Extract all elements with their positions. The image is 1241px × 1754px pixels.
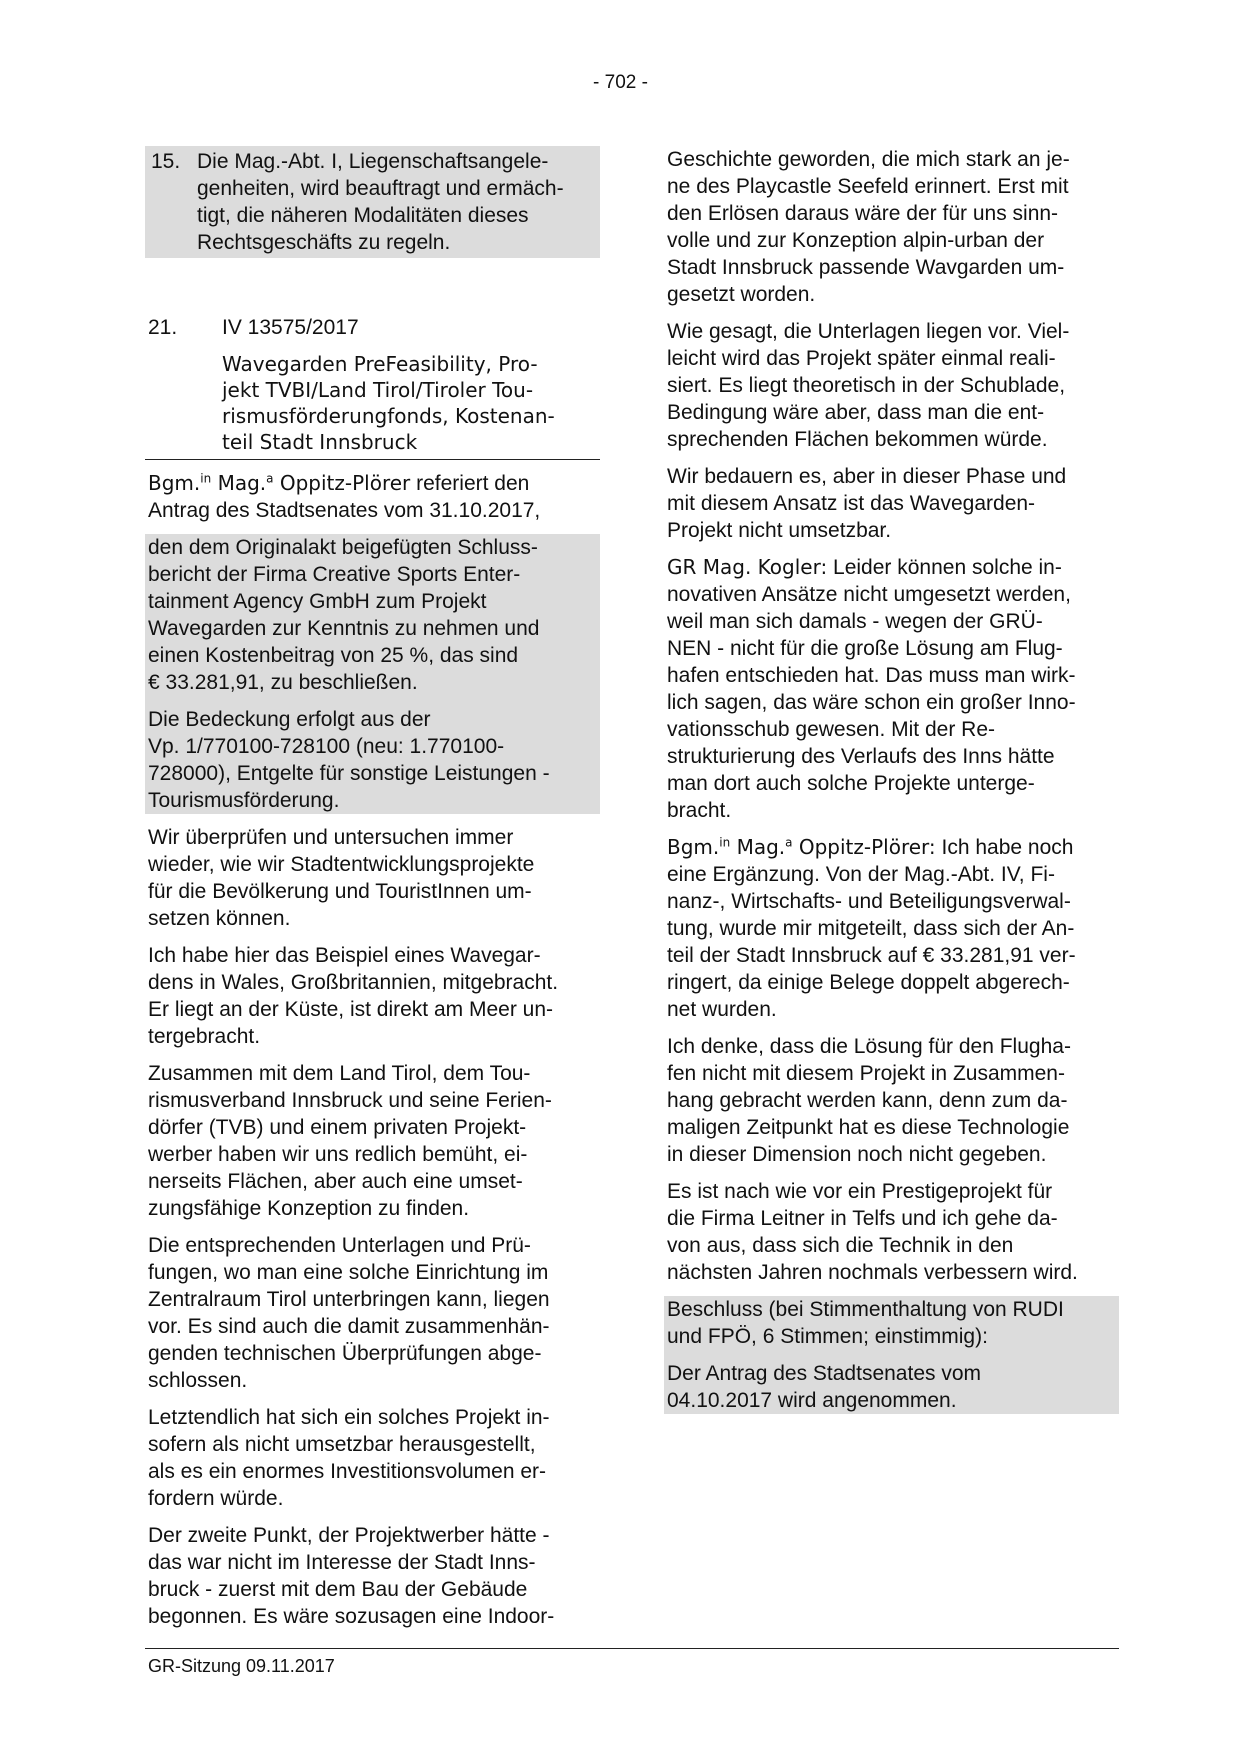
speaker-name: GR Mag. Kogler: xyxy=(667,555,828,579)
text-line: genden technischen Überprüfungen abge- xyxy=(148,1342,542,1365)
text-line: net wurden. xyxy=(667,998,777,1021)
text-line: NEN - nicht für die große Lösung am Flug- xyxy=(667,637,1063,660)
text-line: Vp. 1/770100-728100 (neu: 1.770100- xyxy=(148,735,505,758)
text-line: wieder, wie wir Stadtentwicklungsprojekte xyxy=(148,853,535,876)
paragraph xyxy=(664,463,1119,544)
text-line: Tourismusförderung. xyxy=(148,789,340,812)
item-subject xyxy=(222,351,597,455)
text-line: dens in Wales, Großbritannien, mitgebracht. xyxy=(148,971,559,994)
text-line: die Firma Leitner in Telfs und ich gehe da- xyxy=(667,1207,1058,1230)
text-line: Geschichte geworden, die mich stark an je- xyxy=(667,148,1070,171)
resolution-heading xyxy=(664,1296,1119,1360)
text-line: tung, wurde mir mitgeteilt, dass sich der An- xyxy=(667,917,1075,940)
speaker-name: Bgm.$^{in}$ Mag.$^a$ Oppitz-Plörer xyxy=(148,471,411,495)
text-line: Projekt nicht umsetzbar. xyxy=(667,519,892,542)
text-line: rismusverband Innsbruck und seine Ferien- xyxy=(148,1089,552,1112)
paragraph xyxy=(664,1178,1119,1286)
text-line: Die Bedeckung erfolgt aus der xyxy=(148,708,431,731)
text-line: den Erlösen daraus wäre der für uns sinn- xyxy=(667,202,1059,225)
footer-text: GR-Sitzung 09.11.2017 xyxy=(148,1656,335,1676)
item-reference: IV 13575/2017 xyxy=(222,316,359,339)
paragraph xyxy=(145,1232,600,1394)
text-line: Bgm.$^{in}$ Mag.$^a$ Oppitz-Plörer: Ich habe noch xyxy=(667,835,1074,859)
text-line: das war nicht im Interesse der Stadt Inns- xyxy=(148,1551,536,1574)
text-line: vor. Es sind auch die damit zusammenhän- xyxy=(148,1315,550,1338)
text-line: nanz-, Wirtschafts- und Beteiligungsverwal- xyxy=(667,890,1071,913)
text-line: schlossen. xyxy=(148,1369,248,1392)
text-line: in dieser Dimension noch nicht gegeben. xyxy=(667,1143,1047,1166)
text-line: bericht der Firma Creative Sports Enter- xyxy=(148,563,521,586)
text-line: von aus, dass sich die Technik in den xyxy=(667,1234,1014,1257)
paragraph xyxy=(664,1033,1119,1168)
right-column xyxy=(664,146,1119,1424)
text-line: lich sagen, das wäre schon ein großer Inno- xyxy=(667,691,1076,714)
text-line: eine Ergänzung. Von der Mag.-Abt. IV, Fi- xyxy=(667,863,1055,886)
text-line: € 33.281,91, zu beschließen. xyxy=(148,671,418,694)
paragraph xyxy=(145,1522,600,1630)
item-number: 21. xyxy=(148,316,178,339)
text-line: maligen Zeitpunkt hat es diese Technologie xyxy=(667,1116,1070,1139)
paragraph xyxy=(145,1060,600,1222)
text-line: hafen entschieden hat. Das muss man wirk- xyxy=(667,664,1076,687)
text-line: hang gebracht werden kann, denn zum da- xyxy=(667,1089,1068,1112)
text-line: jekt TVBI/Land Tirol/Tiroler Tou- xyxy=(222,378,534,402)
text-line: Beschluss (bei Stimmenthaltung von RUDI xyxy=(667,1298,1064,1321)
paragraph xyxy=(145,824,600,932)
text-line: Ich denke, dass die Lösung für den Flugha- xyxy=(667,1035,1071,1058)
text-line: leicht wird das Projekt später einmal reali- xyxy=(667,347,1056,370)
paragraph xyxy=(145,942,600,1050)
paragraph xyxy=(145,1404,600,1512)
intro-paragraph xyxy=(145,470,600,524)
text-line: Wie gesagt, die Unterlagen liegen vor. Viel- xyxy=(667,320,1070,343)
text-line: teil der Stadt Innsbruck auf € 33.281,91 ver- xyxy=(667,944,1076,967)
text-line: sprechenden Flächen bekommen würde. xyxy=(667,428,1048,451)
text-line: Rechtsgeschäfts zu regeln. xyxy=(197,231,451,254)
text-line: strukturierung des Verlaufs des Inns hätte xyxy=(667,745,1055,768)
text-line: Zusammen mit dem Land Tirol, dem Tou- xyxy=(148,1062,531,1085)
text-line: für die Bevölkerung und TouristInnen um- xyxy=(148,880,532,903)
item-number: 15. xyxy=(151,150,181,173)
text-line: 04.10.2017 wird angenommen. xyxy=(667,1389,957,1412)
text-line: fordern würde. xyxy=(148,1487,284,1510)
speech-paragraph xyxy=(664,554,1119,824)
text-line: Die entsprechenden Unterlagen und Prü- xyxy=(148,1234,531,1257)
text-line: tergebracht. xyxy=(148,1025,261,1048)
text-line: Ich habe hier das Beispiel eines Wavegar- xyxy=(148,944,541,967)
funding-text xyxy=(145,706,600,814)
text-line: Wir überprüfen und untersuchen immer xyxy=(148,826,514,849)
text-line: teil Stadt Innsbruck xyxy=(222,430,418,454)
text-line: Stadt Innsbruck passende Wavgarden um- xyxy=(667,256,1065,279)
text-line: genheiten, wird beauftragt und ermäch- xyxy=(197,177,564,200)
agenda-item-21 xyxy=(145,314,600,455)
text-line: GR Mag. Kogler: Leider können solche in- xyxy=(667,555,1062,579)
text-line: Der Antrag des Stadtsenates vom xyxy=(667,1362,982,1385)
text-line: ringert, da einige Belege doppelt abgerech- xyxy=(667,971,1070,994)
text-line: einen Kostenbeitrag von 25 %, das sind xyxy=(148,644,519,667)
text-line: als es ein enormes Investitionsvolumen er- xyxy=(148,1460,547,1483)
text-line: man dort auch solche Projekte unterge- xyxy=(667,772,1035,795)
speech-paragraph xyxy=(664,834,1119,1023)
text-line: den dem Originalakt beigefügten Schluss- xyxy=(148,536,538,559)
text-line: werber haben wir uns redlich bemüht, ei- xyxy=(148,1143,528,1166)
text-line: und FPÖ, 6 Stimmen; einstimmig): xyxy=(667,1325,988,1348)
text-line: zungsfähige Konzeption zu finden. xyxy=(148,1197,470,1220)
paragraph xyxy=(664,318,1119,453)
text-line: Bgm.$^{in}$ Mag.$^a$ Oppitz-Plörer referiert den xyxy=(148,471,530,495)
text-line: Letztendlich hat sich ein solches Projekt in- xyxy=(148,1406,550,1429)
page-number: - 702 - xyxy=(593,72,648,93)
footer-divider xyxy=(145,1648,1119,1649)
text-line: nächsten Jahren nochmals verbessern wird. xyxy=(667,1261,1078,1284)
text-line: sofern als nicht umsetzbar herausgestellt, xyxy=(148,1433,536,1456)
text-line: ne des Playcastle Seefeld erinnert. Erst mit xyxy=(667,175,1069,198)
item-text xyxy=(197,148,564,256)
text-line: tigt, die näheren Modalitäten dieses xyxy=(197,204,529,227)
resolution-result xyxy=(664,1360,1119,1414)
text-line: tainment Agency GmbH zum Projekt xyxy=(148,590,487,613)
motion-text xyxy=(145,534,600,706)
agenda-item-15 xyxy=(145,146,600,258)
text-line: siert. Es liegt theoretisch in der Schublade, xyxy=(667,374,1066,397)
text-line: Zentralraum Tirol unterbringen kann, liegen xyxy=(148,1288,550,1311)
text-line: fungen, wo man eine solche Einrichtung im xyxy=(148,1261,549,1284)
paragraph xyxy=(664,146,1119,308)
text-line: bruck - zuerst mit dem Bau der Gebäude xyxy=(148,1578,528,1601)
text-line: begonnen. Es wäre sozusagen eine Indoor- xyxy=(148,1605,555,1628)
text-line: Wavegarden PreFeasibility, Pro- xyxy=(222,352,538,376)
text-line: Es ist nach wie vor ein Prestigeprojekt für xyxy=(667,1180,1053,1203)
text-line: Die Mag.-Abt. I, Liegenschaftsangele- xyxy=(197,150,549,173)
text-line: weil man sich damals - wegen der GRÜ- xyxy=(667,610,1043,633)
text-line: Wavegarden zur Kenntnis zu nehmen und xyxy=(148,617,540,640)
text-line: vationsschub gewesen. Mit der Re- xyxy=(667,718,995,741)
text-line: 728000), Entgelte für sonstige Leistungen - xyxy=(148,762,550,785)
speaker-name: Bgm.$^{in}$ Mag.$^a$ Oppitz-Plörer: xyxy=(667,835,936,859)
text-line: Wir bedauern es, aber in dieser Phase und xyxy=(667,465,1067,488)
divider xyxy=(145,459,600,460)
text-line: fen nicht mit diesem Projekt in Zusammen- xyxy=(667,1062,1065,1085)
text-line: mit diesem Ansatz ist das Wavegarden- xyxy=(667,492,1036,515)
text-line: bracht. xyxy=(667,799,732,822)
text-line: volle und zur Konzeption alpin-urban der xyxy=(667,229,1045,252)
text-line: dörfer (TVB) und einem privaten Projekt- xyxy=(148,1116,527,1139)
text-line: Antrag des Stadtsenates vom 31.10.2017, xyxy=(148,499,541,522)
text-line: Der zweite Punkt, der Projektwerber hätte - xyxy=(148,1524,550,1547)
text-line: gesetzt worden. xyxy=(667,283,816,306)
text-line: rismusförderungfonds, Kostenan- xyxy=(222,404,555,428)
text-line: Er liegt an der Küste, ist direkt am Meer un- xyxy=(148,998,553,1021)
text-line: Bedingung wäre aber, dass man die ent- xyxy=(667,401,1045,424)
text-line: novativen Ansätze nicht umgesetzt werden, xyxy=(667,583,1071,606)
text-line: setzen können. xyxy=(148,907,291,930)
left-column xyxy=(145,146,600,1640)
text-line: nerseits Flächen, aber auch eine umset- xyxy=(148,1170,523,1193)
